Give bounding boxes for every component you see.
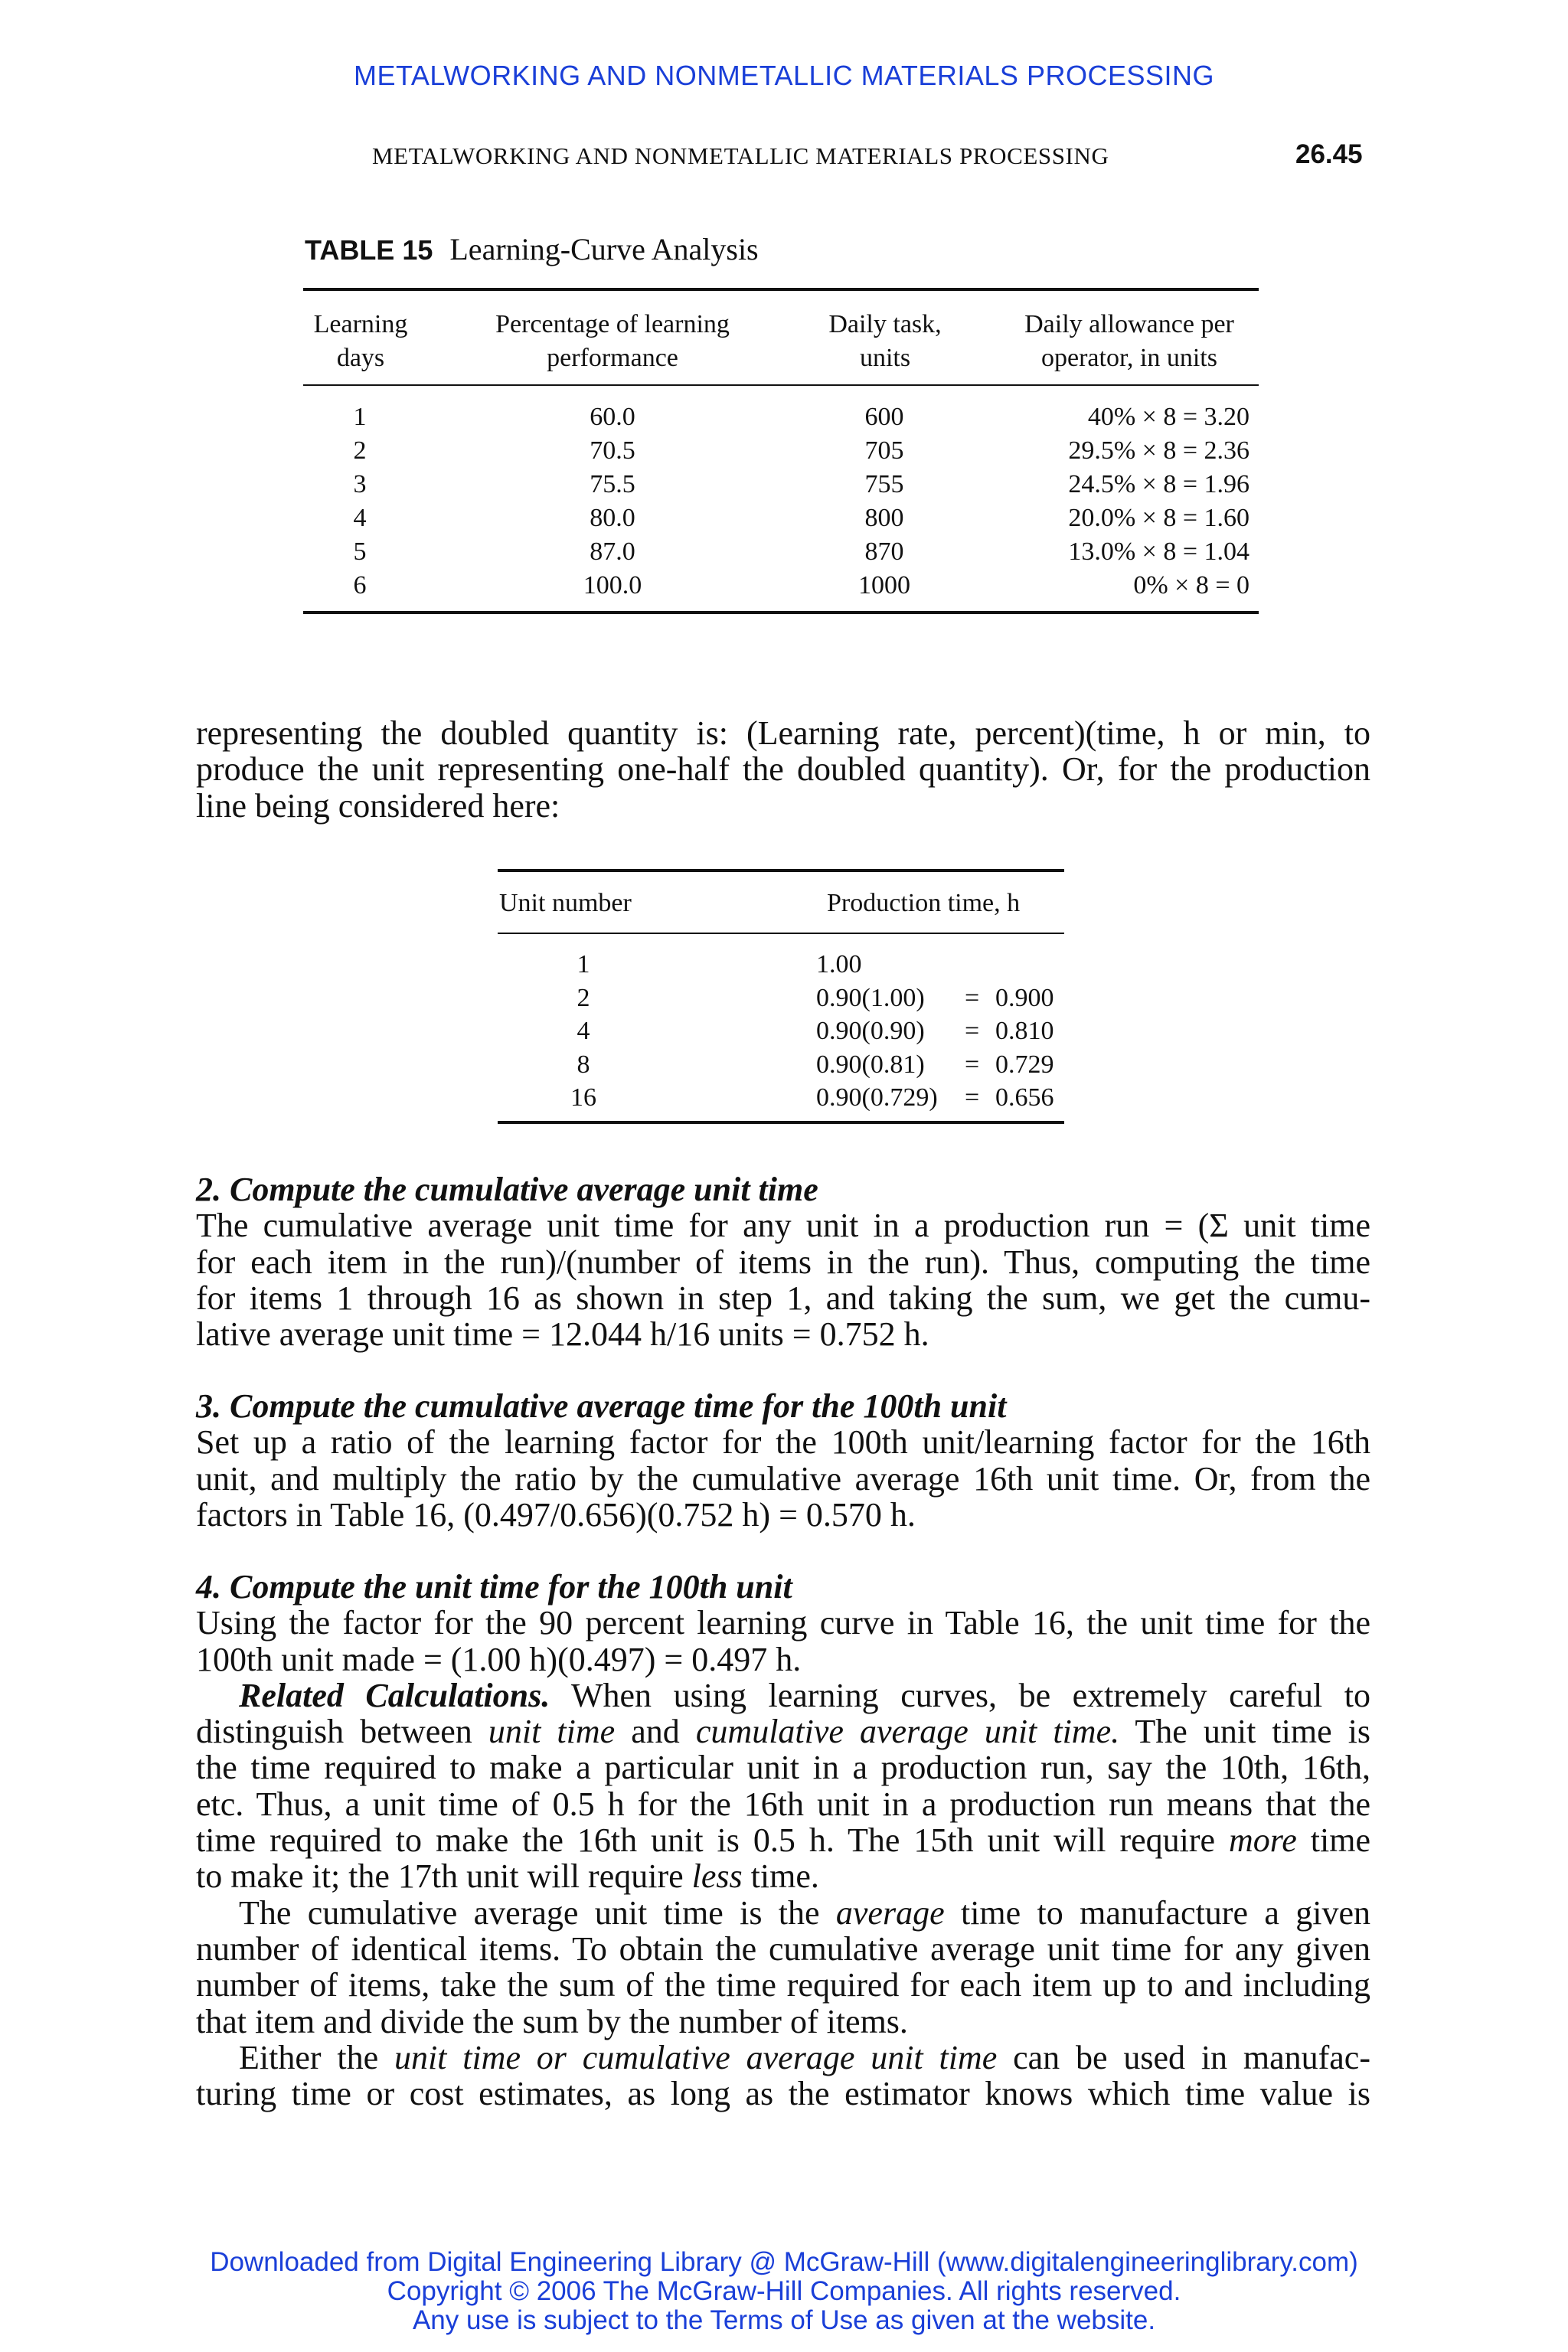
table-top-rule	[303, 288, 1259, 291]
table-title: Learning-Curve Analysis	[449, 232, 759, 266]
step-2: 2. Compute the cumulative average unit time The cumulative average unit time for any unit in a production run = (Σ unit time for each item in the run)/(number of items in the run). Thus, computing the time for items 1 through 16 as shown in step 1, and taking the sum, we get the cumu- lative average unit time = 12.044 h/16 units = 0.752 h.	[196, 1171, 1370, 1354]
table-row: 3	[353, 470, 367, 498]
step-heading: 3. Compute the cumulative average time for the 100th unit	[196, 1387, 1007, 1425]
table-row: 1	[353, 403, 367, 431]
table-bottom-rule	[498, 1121, 1064, 1124]
table-row: 4	[353, 504, 367, 532]
step-heading: 4. Compute the unit time for the 100th unit	[196, 1568, 792, 1606]
header-production-time: Production time, h	[827, 889, 1021, 917]
step-4: 4. Compute the unit time for the 100th unit Using the factor for the 90 percent learning curve in Table 16, the unit time for the 100th unit made = (1.00 h)(0.497) = 0.497 h. Related Calculations. When using learning curves, be extremely careful to distinguish between unit time and cumulative average unit time. The unit time is the time required to make a particular unit in a production run, say the 10th, 16th, etc. Thus, a unit time of 0.5 h for the 16th unit in a production run means that the time required to make the 16th unit is 0.5 h. The 15th unit will require more time to make it; the 17th unit will require less time. The cumulative average unit time is the average time to manufacture a given number of identical items. To obtain the cumulative average unit time for any given number of items, take the sum of the time required for each item up to and including that item and divide the sum by the number of items. Either the unit time or cumulative average unit time can be used in manufac- turing time or cost estimates, as long as the estimator knows which time value is	[196, 1568, 1371, 2113]
col-daily-task: 600 705 755 800 870 1000	[858, 403, 910, 599]
step-3: 3. Compute the cumulative average time for the 100th unit Set up a ratio of the learning factor for the 100th unit/learning factor for the 16th unit, and multiply the ratio by the cumulative average 16th unit time. Or, from the factors in Table 16, (0.497/0.656)(0.752 h) = 0.570 h.	[196, 1387, 1370, 1534]
col-daily-allowance: 40% × 8 = 3.20 29.5% × 8 = 2.36 24.5% × 8 = 1.96 20.0% × 8 = 1.60 13.0% × 8 = 1.04 0% × 8 = 0	[1068, 403, 1250, 599]
header-percentage: Percentage of learning performance	[495, 310, 730, 372]
col-unit-number	[545, 948, 622, 1115]
intro-paragraph: representing the doubled quantity is: (Learning rate, percent)(time, h or min, to produce the unit representing one-half the doubled quantity). Or, for the production line being considered here:	[196, 714, 1370, 825]
table-row: 2	[353, 436, 367, 465]
col-result: 0.900 0.810 0.729 0.656	[995, 983, 1054, 1112]
table-row: 2	[577, 983, 590, 1012]
table-row: 6	[353, 571, 367, 599]
related-calculations-line-1: Related Calculations. When using learning curves, be extremely careful to	[239, 1676, 1371, 1714]
running-head: METALWORKING AND NONMETALLIC MATERIALS PROCESSING	[372, 142, 1109, 169]
table-row: 4	[577, 1017, 590, 1045]
table-caption	[305, 231, 759, 267]
related-heading: Related Calculations.	[239, 1676, 550, 1714]
col-days	[322, 400, 398, 603]
table-row: 1	[577, 950, 590, 978]
col-percentage: 60.0 70.5 75.5 80.0 87.0 100.0	[583, 403, 642, 599]
step-heading: 2. Compute the cumulative average unit time	[196, 1171, 818, 1208]
col-expression: 1.00 0.90(1.00) 0.90(0.90) 0.90(0.81) 0.90(0.729)	[816, 950, 938, 1112]
footer-copyright: Copyright © 2006 The McGraw-Hill Companies. All rights reserved.	[387, 2276, 1181, 2306]
header-daily-task: Daily task, units	[828, 310, 942, 372]
col-equals: = = = =	[965, 983, 980, 1112]
footer-terms[interactable]: Any use is subject to the Terms of Use as given at the website.	[412, 2305, 1156, 2335]
header-unit-number: Unit number	[499, 889, 632, 917]
table-top-rule	[498, 869, 1064, 872]
footer-download-link[interactable]: Downloaded from Digital Engineering Library @ McGraw-Hill (www.digitalengineeringlibrary.com)	[210, 2247, 1358, 2277]
table-bottom-rule	[303, 611, 1259, 614]
table-label: TABLE 15	[305, 234, 433, 266]
table-header-rule	[303, 384, 1259, 386]
header-daily-allowance: Daily allowance per operator, in units	[1024, 310, 1234, 372]
page-number: 26.45	[1295, 139, 1363, 169]
table-row: 16	[570, 1083, 596, 1112]
table-row: 8	[577, 1050, 590, 1079]
table-row: 5	[353, 537, 367, 566]
table-header-rule	[498, 933, 1064, 934]
header-learning-days: Learning days	[313, 310, 408, 372]
top-link-banner[interactable]: METALWORKING AND NONMETALLIC MATERIALS PROCESSING	[354, 60, 1214, 91]
